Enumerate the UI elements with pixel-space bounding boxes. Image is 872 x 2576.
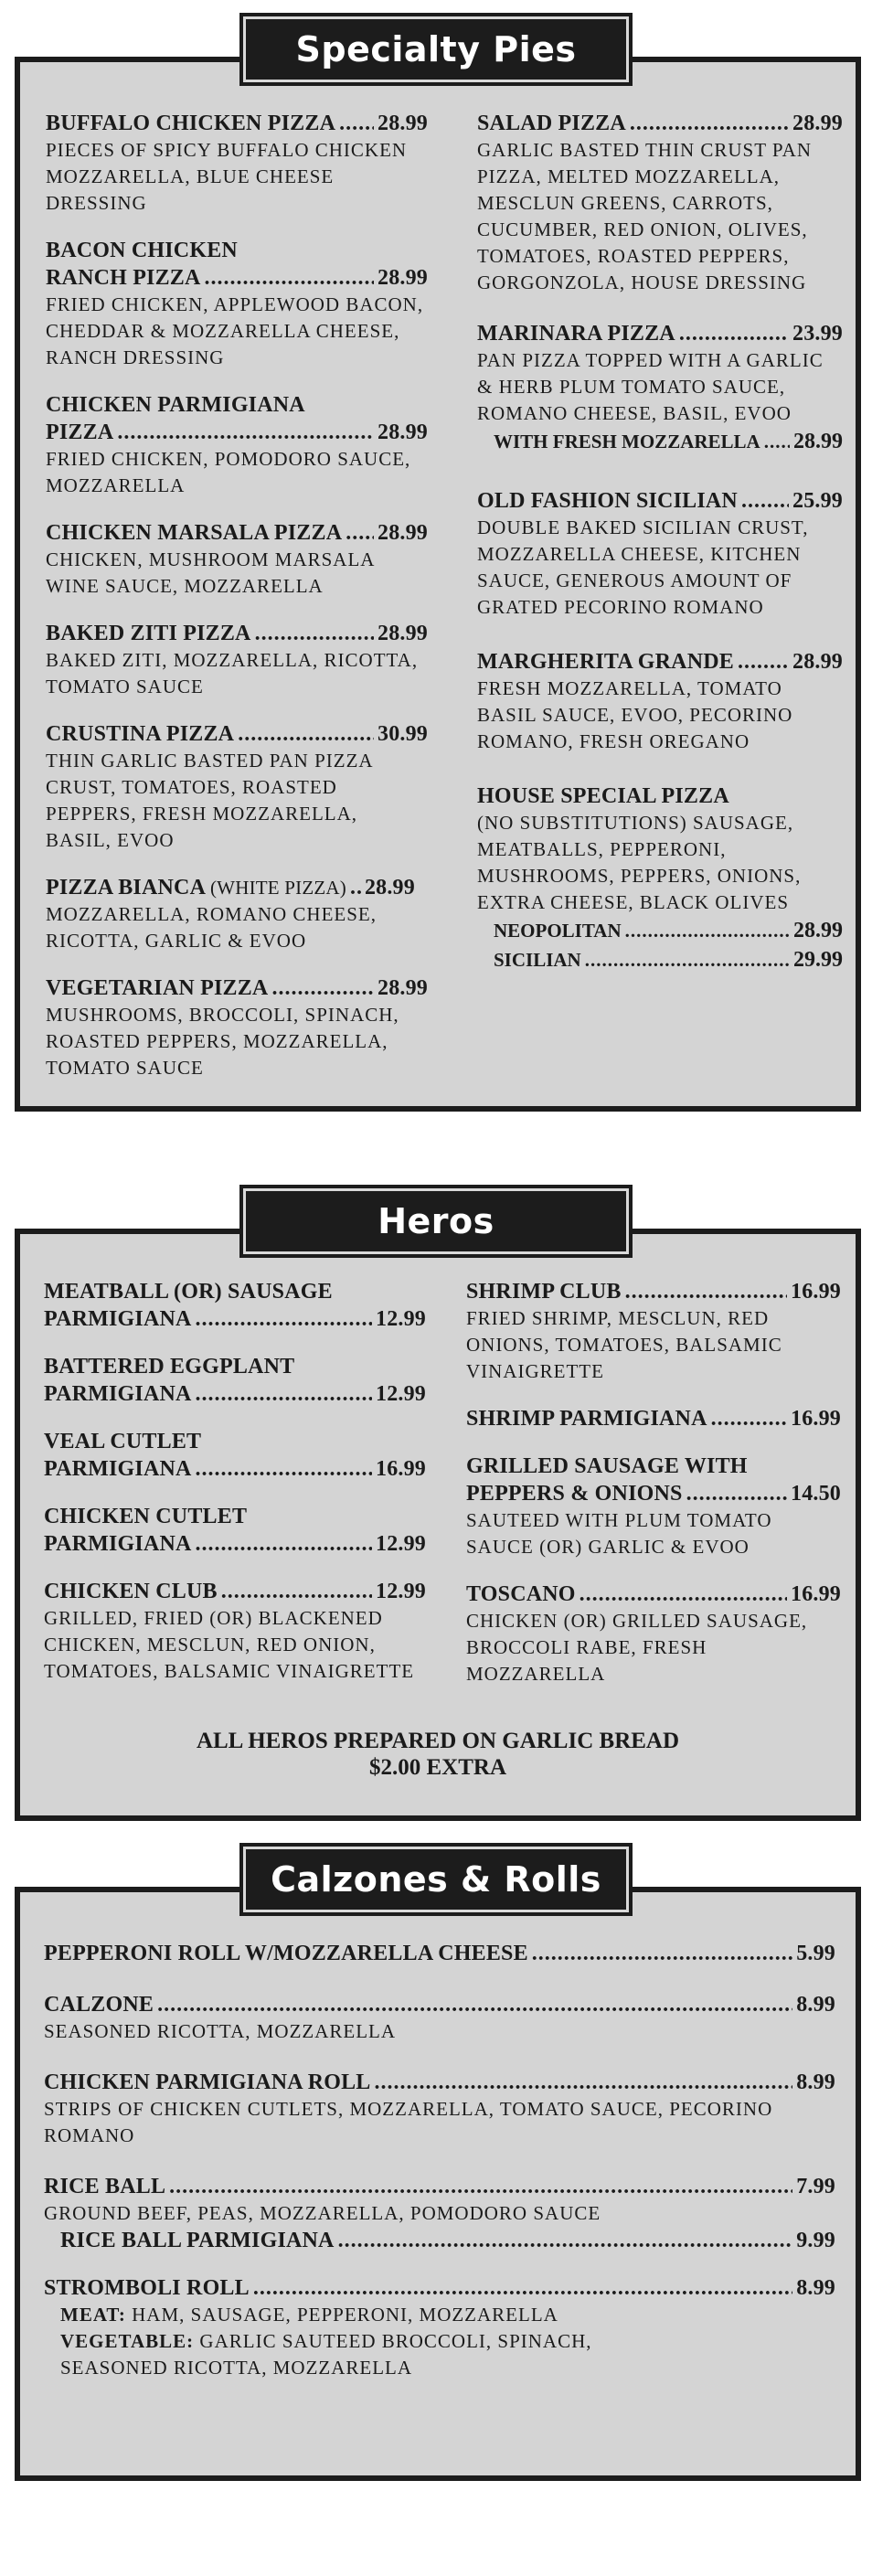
menu-item-chicken-cutlet-parmigiana [44, 1503, 426, 1558]
section-title: Specialty Pies [295, 29, 577, 69]
option-label: RICE BALL PARMIGIANA [60, 2229, 335, 2252]
item-description: CHICKEN, MUSHROOM MARSALA WINE SAUCE, MOZZARELLA [46, 548, 375, 597]
item-description: PIECES OF SPICY BUFFALO CHICKEN MOZZARELLA, BLUE CHEESE DRESSING [46, 139, 408, 214]
item-name: VEGETARIAN PIZZA [46, 976, 269, 1000]
item-name: PIZZA BIANCA [46, 876, 205, 899]
menu-item-bacon-chicken-ranch-pizza [46, 237, 428, 371]
calzones-list [44, 1940, 835, 2401]
item-price: 28.99 [378, 976, 428, 1000]
item-description: DOUBLE BAKED SICILIAN CRUST, MOZZARELLA CHEESE, KITCHEN SAUCE, GENEROUS AMOUNT OF GRATED PECORINO ROMANO [477, 516, 809, 618]
item-name: HOUSE SPECIAL PIZZA [477, 784, 729, 808]
item-name: SHRIMP CLUB [466, 1280, 622, 1304]
option-label: NEOPOLITAN [494, 920, 622, 942]
item-name: TOSCANO [466, 1582, 576, 1606]
menu-item-stromboli-roll [44, 2274, 835, 2381]
item-price: 12.99 [376, 1382, 426, 1406]
item-price: 28.99 [378, 266, 428, 290]
specialty-right-column [477, 110, 843, 995]
item-name: SHRIMP PARMIGIANA [466, 1407, 707, 1431]
menu-item-shrimp-parmigiana [466, 1405, 841, 1432]
menu-item-marinara-pizza [477, 320, 843, 456]
heros-right-column [466, 1278, 841, 1708]
marinara-fresh-mozzarella-option [477, 427, 843, 456]
item-name: CALZONE [44, 1993, 154, 2017]
item-description: (NO SUBSTITUTIONS) SAUSAGE, MEATBALLS, PEPPERONI, MUSHROOMS, PEPPERS, ONIONS, EXTRA CHEESE, BLACK OLIVES [477, 812, 802, 913]
item-price: 14.50 [791, 1482, 841, 1506]
section-title: Calzones & Rolls [271, 1859, 601, 1900]
option-label: VEGETABLE: [60, 2330, 195, 2352]
item-name-line1: VEAL CUTLET [44, 1430, 202, 1453]
item-name: PARMIGIANA [44, 1382, 192, 1406]
menu-item-chicken-parmigiana-pizza [46, 391, 428, 499]
item-name: CHICKEN PARMIGIANA ROLL [44, 2070, 371, 2094]
menu-item-salad-pizza [477, 110, 843, 296]
item-description: GROUND BEEF, PEAS, MOZZARELLA, POMODORO SAUCE [44, 2202, 601, 2224]
option-label: WITH FRESH MOZZARELLA [494, 431, 760, 452]
item-description: THIN GARLIC BASTED PAN PIZZA CRUST, TOMATOES, ROASTED PEPPERS, FRESH MOZZARELLA, BASIL, EVOO [46, 750, 373, 851]
item-description: MUSHROOMS, BROCCOLI, SPINACH, ROASTED PEPPERS, MOZZARELLA, TOMATO SAUCE [46, 1004, 399, 1079]
item-description: FRIED CHICKEN, POMODORO SAUCE, MOZZARELLA [46, 448, 411, 496]
item-price: 28.99 [378, 112, 428, 135]
stromboli-vegetable-option [44, 2328, 592, 2381]
item-name: CHICKEN MARSALA PIZZA [46, 521, 343, 545]
menu-item-calzone [44, 1991, 835, 2045]
item-price: 16.99 [791, 1407, 841, 1431]
item-name: CHICKEN CLUB [44, 1580, 218, 1603]
item-name: PIZZA [46, 420, 114, 444]
item-name-line1: MEATBALL (OR) SAUSAGE [44, 1280, 333, 1304]
specialty-left-column [46, 110, 428, 1102]
item-description: MOZZARELLA, ROMANO CHEESE, RICOTTA, GARLIC & EVOO [46, 903, 377, 952]
menu-item-old-fashion-sicilian [477, 487, 843, 621]
item-price: 5.99 [796, 1942, 835, 1965]
item-description: GRILLED, FRIED (OR) BLACKENED CHICKEN, MESCLUN, RED ONION, TOMATOES, BALSAMIC VINAIGRETTE [44, 1607, 415, 1682]
item-price: 23.99 [792, 322, 843, 346]
note-line-2: $2.00 EXTRA [368, 1755, 506, 1780]
note-line-1: ALL HEROS PREPARED ON GARLIC BREAD [196, 1729, 680, 1753]
option-description: GARLIC SAUTEED BROCCOLI, SPINACH, SEASONED RICOTTA, MOZZARELLA [60, 2330, 592, 2379]
option-price: 28.99 [793, 430, 843, 453]
menu-item-pepperoni-roll [44, 1940, 835, 1967]
item-price: 8.99 [796, 1993, 835, 2017]
option-price: 29.99 [793, 948, 843, 972]
item-price: 16.99 [791, 1280, 841, 1304]
menu-item-vegetarian-pizza [46, 974, 428, 1081]
section-title: Heros [378, 1201, 494, 1241]
heros-panel [15, 1229, 861, 1821]
item-price: 12.99 [376, 1580, 426, 1603]
menu-item-chicken-marsala-pizza [46, 519, 428, 600]
item-name: SALAD PIZZA [477, 112, 626, 135]
house-special-neopolitan-option [477, 916, 843, 945]
menu-item-veal-cutlet-parmigiana [44, 1428, 426, 1483]
item-description: PAN PIZZA TOPPED WITH A GARLIC & HERB PLUM TOMATO SAUCE, ROMANO CHEESE, BASIL, EVOO [477, 349, 824, 424]
heros-garlic-bread-note [20, 1728, 856, 1781]
menu-item-battered-eggplant-parmigiana [44, 1353, 426, 1408]
item-description: STRIPS OF CHICKEN CUTLETS, MOZZARELLA, TOMATO SAUCE, PECORINO ROMANO [44, 2098, 773, 2146]
heros-title [239, 1185, 633, 1258]
item-name: RANCH PIZZA [46, 266, 201, 290]
item-price: 28.99 [378, 420, 428, 444]
option-price: 9.99 [796, 2229, 835, 2252]
item-name: MARGHERITA GRANDE [477, 650, 734, 674]
item-name: PARMIGIANA [44, 1457, 192, 1481]
item-description: FRESH MOZZARELLA, TOMATO BASIL SAUCE, EVOO, PECORINO ROMANO, FRESH OREGANO [477, 677, 793, 752]
item-name-line1: GRILLED SAUSAGE WITH [466, 1454, 748, 1478]
calzones-rolls-panel [15, 1887, 861, 2481]
menu-item-grilled-sausage-peppers-onions [466, 1453, 841, 1560]
menu-item-chicken-club [44, 1578, 426, 1685]
item-price: 30.99 [378, 722, 428, 746]
item-name-line1: BACON CHICKEN [46, 239, 238, 262]
item-price: 8.99 [796, 2276, 835, 2300]
item-name: STROMBOLI ROLL [44, 2276, 250, 2300]
menu-item-shrimp-club [466, 1278, 841, 1385]
option-label: SICILIAN [494, 949, 581, 971]
menu-item-rice-ball [44, 2173, 835, 2254]
item-name: CRUSTINA PIZZA [46, 722, 235, 746]
item-description: SAUTEED WITH PLUM TOMATO SAUCE (OR) GARLIC & EVOO [466, 1509, 772, 1558]
item-price: 16.99 [376, 1457, 426, 1481]
item-name: BUFFALO CHICKEN PIZZA [46, 112, 336, 135]
item-price: 28.99 [364, 876, 415, 899]
option-price: 28.99 [793, 919, 843, 942]
item-description: CHICKEN (OR) GRILLED SAUSAGE, BROCCOLI RABE, FRESH MOZZARELLA [466, 1610, 808, 1685]
menu-item-baked-ziti-pizza [46, 620, 428, 700]
item-name: OLD FASHION SICILIAN [477, 489, 738, 513]
item-price: 25.99 [792, 489, 843, 513]
item-price: 12.99 [376, 1532, 426, 1556]
item-price: 28.99 [792, 650, 843, 674]
item-name: RICE BALL [44, 2175, 166, 2198]
item-name-line1: CHICKEN PARMIGIANA [46, 393, 305, 417]
menu-item-house-special-pizza [477, 782, 843, 974]
item-name: MARINARA PIZZA [477, 322, 675, 346]
item-description: SEASONED RICOTTA, MOZZARELLA [44, 2020, 397, 2042]
menu-item-meatball-sausage-parmigiana [44, 1278, 426, 1333]
menu-item-buffalo-chicken-pizza [46, 110, 428, 217]
item-description: FRIED SHRIMP, MESCLUN, RED ONIONS, TOMATOES, BALSAMIC VINAIGRETTE [466, 1307, 782, 1382]
item-name: BAKED ZITI PIZZA [46, 622, 251, 645]
item-name: PEPPERS & ONIONS [466, 1482, 683, 1506]
item-name: PEPPERONI ROLL W/MOZZARELLA CHEESE [44, 1942, 528, 1965]
item-price: 28.99 [792, 112, 843, 135]
item-name: PARMIGIANA [44, 1532, 192, 1556]
item-description: BAKED ZITI, MOZZARELLA, RICOTTA, TOMATO SAUCE [46, 649, 419, 697]
option-label: MEAT: [60, 2304, 126, 2326]
specialty-pies-title [239, 13, 633, 86]
heros-left-column [44, 1278, 426, 1705]
rice-ball-parmigiana-option [44, 2227, 835, 2254]
item-name-note: (WHITE PIZZA) [209, 877, 346, 899]
item-price: 8.99 [796, 2070, 835, 2094]
menu-item-pizza-bianca [46, 874, 428, 954]
house-special-sicilian-option [477, 945, 843, 974]
menu-item-toscano [466, 1581, 841, 1687]
menu-item-chicken-parmigiana-roll [44, 2069, 835, 2149]
menu-item-crustina-pizza [46, 720, 428, 854]
item-price: 16.99 [791, 1582, 841, 1606]
item-name-line1: CHICKEN CUTLET [44, 1505, 248, 1528]
item-description: GARLIC BASTED THIN CRUST PAN PIZZA, MELTED MOZZARELLA, MESCLUN GREENS, CARROTS, CUCUMBER, RED ONION, OLIVES, TOMATOES, ROASTED PEPPERS, GORGONZOLA, HOUSE DRESSING [477, 139, 812, 293]
item-price: 7.99 [796, 2175, 835, 2198]
item-name: PARMIGIANA [44, 1307, 192, 1331]
item-name-line1: BATTERED EGGPLANT [44, 1355, 295, 1378]
option-description: HAM, SAUSAGE, PEPPERONI, MOZZARELLA [132, 2304, 558, 2326]
item-price: 28.99 [378, 521, 428, 545]
item-description: FRIED CHICKEN, APPLEWOOD BACON, CHEDDAR & MOZZARELLA CHEESE, RANCH DRESSING [46, 293, 424, 368]
stromboli-meat-option [44, 2302, 835, 2328]
menu-item-margherita-grande [477, 648, 843, 755]
specialty-pies-panel [15, 57, 861, 1112]
item-price: 28.99 [378, 622, 428, 645]
item-price: 12.99 [376, 1307, 426, 1331]
calzones-rolls-title [239, 1843, 633, 1916]
